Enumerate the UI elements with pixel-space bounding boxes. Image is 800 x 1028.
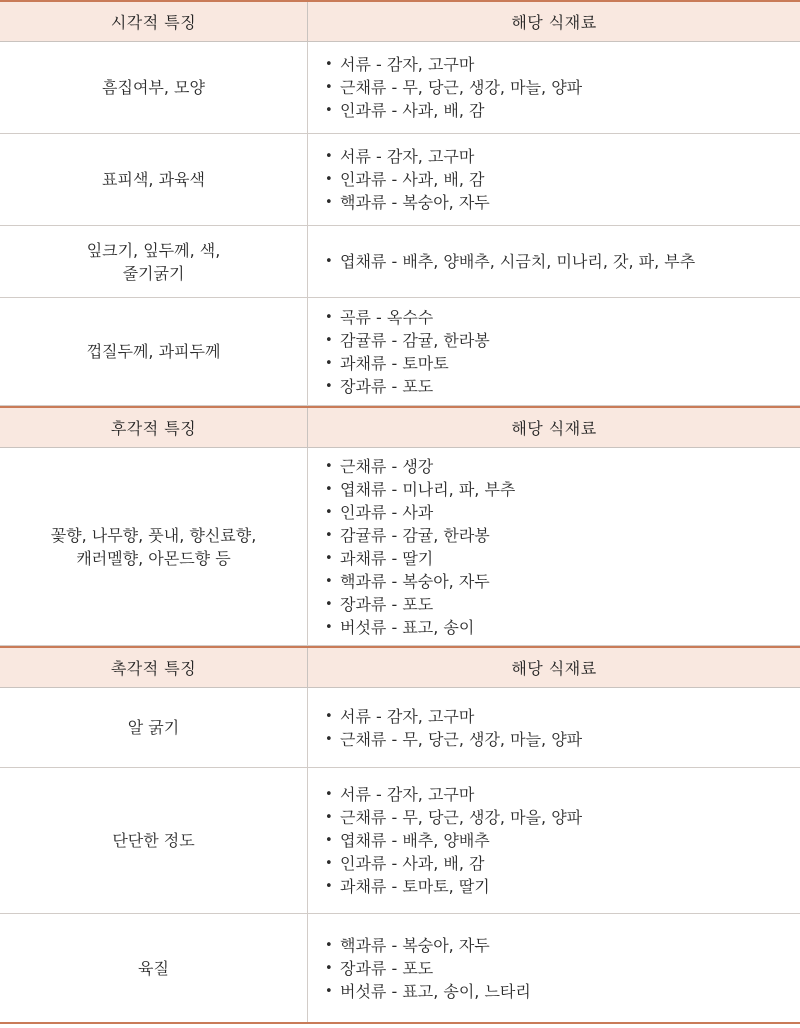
feature-column-header: 후각적 특징	[0, 408, 308, 447]
ingredients-cell	[308, 134, 800, 225]
ingredient-list-item	[325, 191, 800, 214]
ingredient-text: 인과류 - 사과, 배, 감	[340, 854, 485, 873]
bullet-icon: •	[325, 856, 333, 871]
ingredient-text: 엽채류 - 배추, 양배추, 시금치, 미나리, 갓, 파, 부추	[340, 252, 696, 271]
ingredients-cell	[308, 42, 800, 133]
table-section	[0, 0, 800, 406]
bullet-icon: •	[325, 938, 333, 953]
ingredient-text: 감귤류 - 감귤, 한라봉	[340, 330, 490, 350]
ingredient-list-item	[325, 593, 800, 616]
ingredient-text: 서류 - 감자, 고구마	[340, 147, 475, 166]
bullet-icon: •	[325, 961, 333, 976]
ingredient-text: 과채류 - 토마토	[340, 353, 449, 373]
ingredient-text: 인과류 - 사과, 배, 감	[340, 101, 485, 120]
ingredient-list-item	[325, 934, 800, 957]
bullet-icon: •	[325, 810, 333, 825]
table-section	[0, 646, 800, 1024]
bullet-icon: •	[325, 787, 333, 802]
bullet-icon: •	[325, 708, 333, 724]
ingredients-cell	[308, 298, 800, 405]
bullet-icon: •	[325, 504, 333, 520]
section-header-row	[0, 646, 800, 688]
feature-cell: 표피색, 과육색	[0, 134, 308, 225]
ingredient-list-item	[325, 306, 800, 329]
ingredient-list-item	[325, 852, 800, 875]
bullet-icon: •	[325, 619, 333, 635]
ingredient-list-item	[325, 547, 800, 570]
ingredients-column-header: 해당 식재료	[511, 419, 597, 438]
ingredient-list-item	[325, 478, 800, 501]
table-row	[0, 448, 800, 646]
bullet-icon: •	[325, 458, 333, 474]
ingredients-cell	[308, 768, 800, 913]
ingredient-text: 장과류 - 포도	[340, 959, 434, 978]
ingredient-text: 엽채류 - 미나리, 파, 부추	[340, 479, 516, 499]
ingredient-list-item	[325, 352, 800, 375]
ingredient-text: 곡류 - 옥수수	[340, 307, 434, 327]
feature-cell: 단단한 정도	[0, 768, 308, 913]
table-bottom-rule	[0, 1022, 800, 1024]
bullet-icon: •	[325, 103, 333, 118]
ingredient-list-item	[325, 53, 800, 76]
bullet-icon: •	[325, 57, 333, 72]
ingredient-text: 장과류 - 포도	[340, 594, 434, 614]
ingredient-text: 서류 - 감자, 고구마	[340, 785, 475, 804]
bullet-icon: •	[325, 309, 333, 325]
ingredient-list-item	[325, 875, 800, 898]
ingredient-list-item	[325, 145, 800, 168]
ingredients-cell	[308, 688, 800, 767]
ingredient-list-item	[325, 829, 800, 852]
bullet-icon: •	[325, 254, 333, 269]
bullet-icon: •	[325, 195, 333, 210]
ingredient-list-item	[325, 728, 800, 751]
ingredients-column-header: 해당 식재료	[511, 13, 597, 32]
table-row	[0, 226, 800, 298]
table-row	[0, 688, 800, 768]
feature-column-header: 시각적 특징	[0, 2, 308, 41]
table-row	[0, 298, 800, 406]
table-row	[0, 768, 800, 914]
bullet-icon: •	[325, 378, 333, 394]
ingredients-cell	[308, 226, 800, 297]
feature-cell: 흠집여부, 모양	[0, 42, 308, 133]
table-section	[0, 406, 800, 646]
feature-cell: 잎크기, 잎두께, 색, 줄기굵기	[0, 226, 308, 297]
bullet-icon: •	[325, 550, 333, 566]
feature-cell: 껍질두께, 과피두께	[0, 298, 308, 405]
ingredients-column-header: 해당 식재료	[511, 659, 597, 678]
ingredient-text: 엽채류 - 배추, 양배추	[340, 831, 490, 850]
bullet-icon: •	[325, 527, 333, 543]
ingredient-list-item	[325, 168, 800, 191]
ingredient-text: 장과류 - 포도	[340, 376, 434, 396]
ingredients-cell	[308, 914, 800, 1023]
ingredient-text: 인과류 - 사과, 배, 감	[340, 170, 485, 189]
ingredient-list-item	[325, 99, 800, 122]
section-header-row	[0, 0, 800, 42]
ingredient-list-item	[325, 375, 800, 398]
ingredient-text: 서류 - 감자, 고구마	[340, 55, 475, 74]
ingredient-text: 과채류 - 딸기	[340, 548, 434, 568]
ingredient-text: 과채류 - 토마토, 딸기	[340, 877, 490, 896]
feature-cell: 알 굵기	[0, 688, 308, 767]
ingredient-list-item	[325, 524, 800, 547]
ingredient-list-item	[325, 250, 800, 273]
section-header-row	[0, 406, 800, 448]
ingredient-text: 근채류 - 무, 당근, 생강, 마늘, 양파	[340, 78, 583, 97]
ingredient-text: 버섯류 - 표고, 송이, 느타리	[340, 982, 531, 1001]
bullet-icon: •	[325, 984, 333, 999]
table-row	[0, 134, 800, 226]
ingredient-text: 핵과류 - 복숭아, 자두	[340, 571, 490, 591]
bullet-icon: •	[325, 833, 333, 848]
ingredient-text: 근채류 - 생강	[340, 456, 434, 476]
bullet-icon: •	[325, 731, 333, 747]
feature-column-header: 촉각적 특징	[0, 648, 308, 687]
ingredient-text: 핵과류 - 복숭아, 자두	[340, 193, 490, 212]
ingredients-cell	[308, 448, 800, 645]
ingredient-list-item	[325, 980, 800, 1003]
bullet-icon: •	[325, 149, 333, 164]
ingredient-list-item	[325, 705, 800, 728]
ingredient-list-item	[325, 570, 800, 593]
ingredient-list-item	[325, 957, 800, 980]
ingredient-text: 근채류 - 무, 당근, 생강, 마늘, 양파	[340, 729, 583, 749]
bullet-icon: •	[325, 80, 333, 95]
bullet-icon: •	[325, 332, 333, 348]
ingredient-text: 버섯류 - 표고, 송이	[340, 617, 475, 637]
bullet-icon: •	[325, 355, 333, 371]
ingredient-text: 근채류 - 무, 당근, 생강, 마을, 양파	[340, 808, 583, 827]
bullet-icon: •	[325, 573, 333, 589]
ingredient-list-item	[325, 501, 800, 524]
ingredient-text: 인과류 - 사과	[340, 502, 434, 522]
ingredient-text: 서류 - 감자, 고구마	[340, 706, 475, 726]
ingredient-list-item	[325, 806, 800, 829]
ingredient-list-item	[325, 783, 800, 806]
ingredient-list-item	[325, 329, 800, 352]
feature-cell: 꽃향, 나무향, 풋내, 향신료향, 캐러멜향, 아몬드향 등	[0, 448, 308, 645]
ingredient-list-item	[325, 76, 800, 99]
feature-cell: 육질	[0, 914, 308, 1023]
bullet-icon: •	[325, 596, 333, 612]
table-row	[0, 42, 800, 134]
ingredient-list-item	[325, 616, 800, 639]
bullet-icon: •	[325, 172, 333, 187]
bullet-icon: •	[325, 879, 333, 894]
bullet-icon: •	[325, 481, 333, 497]
ingredient-list-item	[325, 455, 800, 478]
table-row	[0, 914, 800, 1024]
ingredient-text: 핵과류 - 복숭아, 자두	[340, 936, 490, 955]
ingredient-text: 감귤류 - 감귤, 한라봉	[340, 525, 490, 545]
